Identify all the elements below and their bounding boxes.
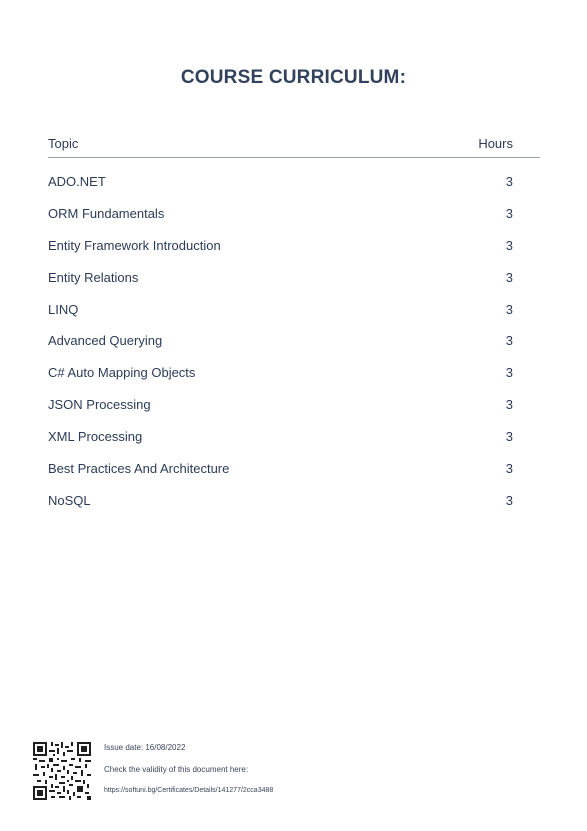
header-topic: Topic: [48, 136, 79, 151]
row-hours: 3: [505, 397, 513, 413]
row-hours: 3: [505, 492, 513, 508]
table-row: [48, 238, 540, 270]
table-row: [48, 461, 540, 493]
curriculum-table: [48, 136, 540, 525]
table-row: [48, 493, 540, 525]
row-hours: 3: [505, 429, 513, 445]
row-topic: C# Auto Mapping Objects: [48, 365, 196, 381]
table-row: [48, 302, 540, 334]
row-topic: Entity Framework Introduction: [48, 237, 221, 253]
row-topic: Best Practices And Architecture: [48, 461, 230, 477]
table-row: [48, 174, 540, 206]
table-row: [48, 365, 540, 397]
table-row: [48, 270, 540, 302]
issue-date: Issue date: 16/08/2022: [104, 743, 186, 752]
table-row: [48, 397, 540, 429]
row-hours: 3: [505, 237, 513, 253]
validity-note: Check the validity of this document here:: [104, 765, 249, 774]
row-hours: 3: [505, 461, 513, 477]
row-hours: 3: [505, 269, 513, 285]
row-hours: 3: [505, 301, 513, 317]
table-header: [48, 136, 540, 158]
row-topic: XML Processing: [48, 429, 143, 445]
row-hours: 3: [505, 174, 513, 189]
table-body: [48, 174, 540, 525]
row-topic: Entity Relations: [48, 269, 139, 285]
row-topic: ORM Fundamentals: [48, 205, 165, 221]
table-row: [48, 333, 540, 365]
qr-code-icon: [33, 742, 91, 800]
row-topic: ADO.NET: [48, 174, 106, 189]
row-hours: 3: [505, 365, 513, 381]
page-title: COURSE CURRICULUM:: [180, 67, 407, 88]
verification-link[interactable]: https://softuni.bg/Certificates/Details/141277/2cca3488: [104, 787, 274, 794]
row-topic: LINQ: [48, 301, 79, 317]
row-hours: 3: [505, 205, 513, 221]
table-row: [48, 429, 540, 461]
row-topic: Advanced Querying: [48, 333, 163, 349]
header-hours: Hours: [478, 136, 513, 151]
table-row: [48, 206, 540, 238]
row-topic: NoSQL: [48, 492, 91, 508]
row-topic: JSON Processing: [48, 397, 151, 413]
row-hours: 3: [505, 333, 513, 349]
